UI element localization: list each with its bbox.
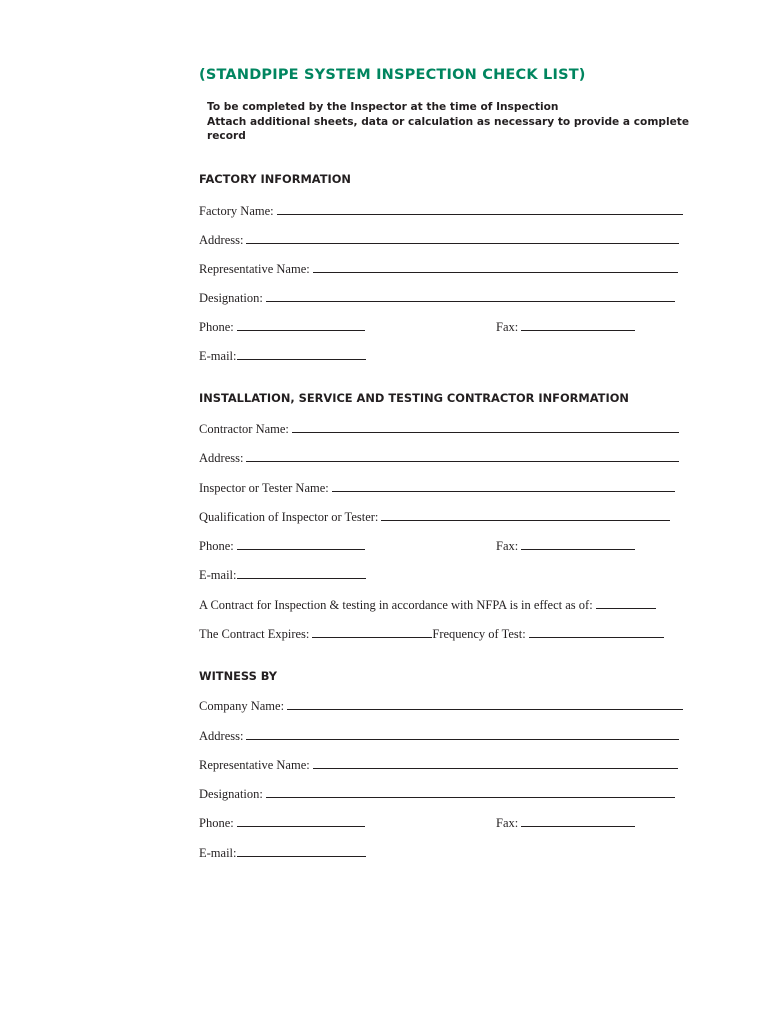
factory-name-label: Factory Name: <box>199 204 274 218</box>
contract-expiry-row <box>199 625 664 642</box>
factory-designation-row <box>199 289 675 306</box>
witness-email-row <box>199 844 366 861</box>
contract-effective-field[interactable] <box>596 596 656 609</box>
witness-address-field[interactable] <box>246 727 679 740</box>
witness-company-row <box>199 697 683 714</box>
document-title: (STANDPIPE SYSTEM INSPECTION CHECK LIST) <box>199 67 586 83</box>
factory-name-field[interactable] <box>277 202 683 215</box>
witness-address-label: Address: <box>199 729 244 743</box>
factory-designation-field[interactable] <box>266 289 675 302</box>
contract-expires-field[interactable] <box>312 625 432 638</box>
factory-email-row <box>199 347 366 364</box>
factory-email-label: E-mail: <box>199 349 237 363</box>
contractor-address-row <box>199 449 679 466</box>
witness-rep-field[interactable] <box>313 756 678 769</box>
frequency-field[interactable] <box>529 625 664 638</box>
factory-phone-label: Phone: <box>199 320 234 334</box>
contractor-fax-label: Fax: <box>496 539 519 553</box>
factory-rep-field[interactable] <box>313 260 678 273</box>
contractor-name-label: Contractor Name: <box>199 422 289 436</box>
witness-phone-field[interactable] <box>237 814 365 827</box>
qualification-label: Qualification of Inspector or Tester: <box>199 510 379 524</box>
factory-address-field[interactable] <box>246 231 679 244</box>
factory-fax-field[interactable] <box>521 318 635 331</box>
instruction-line: Attach additional sheets, data or calculation as necessary to provide a complete <box>207 115 690 128</box>
factory-fax-label: Fax: <box>496 320 519 334</box>
contract-effective-label: A Contract for Inspection & testing in accordance with NFPA is in effect as of: <box>199 598 593 612</box>
factory-rep-row <box>199 260 678 277</box>
witness-designation-row <box>199 785 675 802</box>
contractor-name-row <box>199 420 679 437</box>
factory-section-heading: FACTORY INFORMATION <box>199 172 351 186</box>
contractor-fax-field[interactable] <box>521 537 635 550</box>
qualification-field[interactable] <box>381 508 670 521</box>
contractor-email-field[interactable] <box>237 566 366 579</box>
contractor-name-field[interactable] <box>292 420 679 433</box>
qualification-row <box>199 508 670 525</box>
contract-expires-label: The Contract Expires: <box>199 627 310 641</box>
witness-address-row <box>199 727 679 744</box>
witness-phone-fax-row <box>199 814 519 831</box>
factory-phone-field[interactable] <box>237 318 365 331</box>
instruction-line: record <box>207 130 246 143</box>
witness-email-label: E-mail: <box>199 846 237 860</box>
witness-company-field[interactable] <box>287 697 683 710</box>
factory-rep-label: Representative Name: <box>199 262 310 276</box>
factory-fax-group <box>496 318 635 335</box>
factory-name-row <box>199 202 683 219</box>
contractor-email-label: E-mail: <box>199 568 237 582</box>
witness-rep-row <box>199 756 678 773</box>
witness-fax-group <box>496 814 635 831</box>
instructions <box>207 100 690 144</box>
contract-effective-row <box>199 596 656 613</box>
witness-rep-label: Representative Name: <box>199 758 310 772</box>
contractor-address-field[interactable] <box>246 449 679 462</box>
witness-company-label: Company Name: <box>199 699 285 713</box>
contractor-fax-group <box>496 537 635 554</box>
witness-phone-label: Phone: <box>199 816 234 830</box>
witness-designation-field[interactable] <box>266 785 675 798</box>
contractor-phone-fax-row <box>199 537 519 554</box>
contractor-section-heading: INSTALLATION, SERVICE AND TESTING CONTRACTOR INFORMATION <box>199 391 629 405</box>
witness-email-field[interactable] <box>237 844 366 857</box>
contractor-phone-label: Phone: <box>199 539 234 553</box>
witness-fax-label: Fax: <box>496 816 519 830</box>
contractor-email-row <box>199 566 366 583</box>
instruction-line: To be completed by the Inspector at the time of Inspection <box>207 101 559 113</box>
frequency-label: Frequency of Test: <box>432 627 526 641</box>
inspector-name-field[interactable] <box>332 479 675 492</box>
witness-fax-field[interactable] <box>521 814 635 827</box>
inspector-name-row <box>199 479 675 496</box>
factory-designation-label: Designation: <box>199 291 263 305</box>
contractor-phone-field[interactable] <box>237 537 365 550</box>
factory-email-field[interactable] <box>237 347 366 360</box>
factory-address-row <box>199 231 679 248</box>
contractor-address-label: Address: <box>199 451 244 465</box>
factory-address-label: Address: <box>199 233 244 247</box>
factory-phone-fax-row <box>199 318 519 335</box>
witness-section-heading: WITNESS BY <box>199 669 278 683</box>
witness-designation-label: Designation: <box>199 787 263 801</box>
inspector-name-label: Inspector or Tester Name: <box>199 481 329 495</box>
